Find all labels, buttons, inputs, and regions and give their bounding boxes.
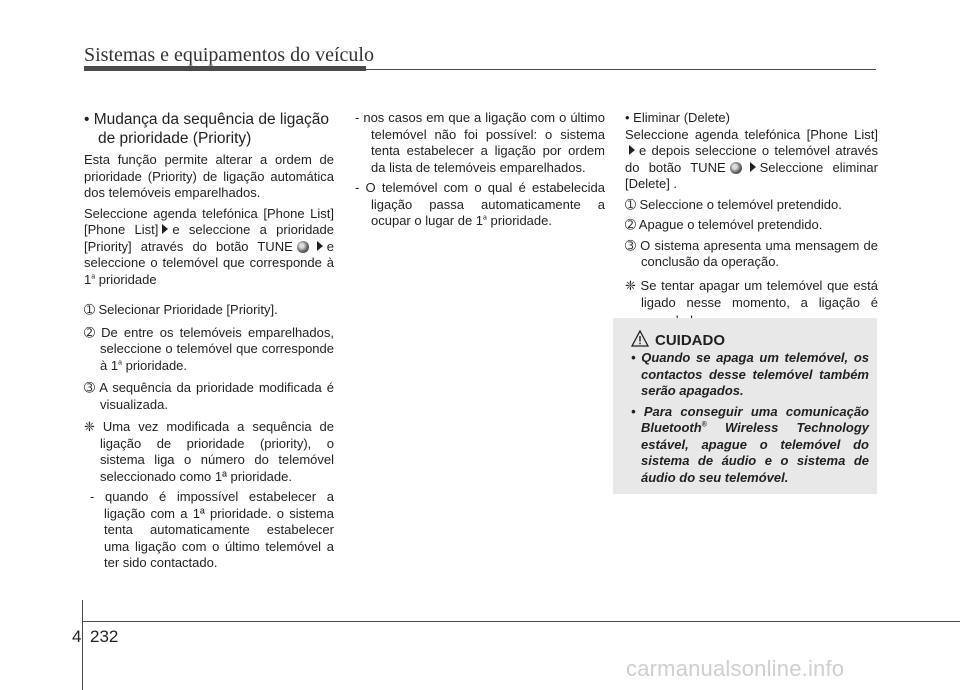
- caution-body: [627, 350, 869, 490]
- column-3: [625, 110, 878, 329]
- delete-step-1: ➀ Seleccione o telemóvel pretendido.: [625, 196, 842, 212]
- chapter-number: 4: [72, 627, 82, 646]
- watermark: carmanualsonline.info: [626, 656, 845, 681]
- dash-paragraph: - quando é impossível estabelecer a ligação com a 1ª prioridade. o sistema tenta automaticamente estabelecer uma ligação com o último telemóvel a ter sido contactado.: [90, 489, 334, 570]
- section-heading-priority: • Mudança da sequência de ligação de prioridade (Priority): [84, 111, 329, 147]
- delete-instruction: Seleccione agenda telefónica [Phone List]e depois seleccione o telemóvel através do botão TUNE Seleccione eliminar [Delete] .: [625, 126, 878, 191]
- column-1: [84, 110, 334, 572]
- caution-box: [613, 318, 877, 494]
- dash-paragraph-1: - nos casos em que a ligação com o último telemóvel não foi possível: o sistema tenta estabelecer a ligação por ordem da lista de telemóveis emparelhados.: [355, 110, 605, 175]
- caution-header: [631, 328, 725, 349]
- triangle-right-icon: [162, 224, 168, 234]
- step-1: ➀ Selecionar Prioridade [Priority].: [84, 302, 278, 317]
- step-2: ➁ De entre os telemóveis emparelhados, seleccione o telemóvel que corresponde à 1$^a$ prioridade.: [84, 324, 334, 373]
- triangle-right-icon: [629, 145, 635, 155]
- delete-bullet: • Eliminar (Delete): [625, 110, 730, 125]
- page-number: 232: [90, 627, 119, 646]
- delete-note: ❈ Se tentar apagar um telemóvel que está ligado nesse momento, a ligação é: [625, 277, 878, 310]
- caution-item-1: • Quando se apaga um telemóvel, os contactos desse telemóvel também serão apagados.: [631, 350, 869, 398]
- note-paragraph: ❈ Uma vez modificada a sequência de ligação de prioridade (priority), o sistema liga o número do telemóvel seleccionado como 1ª prioridade.: [84, 419, 334, 484]
- triangle-right-icon: [750, 162, 756, 172]
- caution-title: CUIDADO: [655, 332, 725, 349]
- delete-step-3: ➂ O sistema apresenta uma mensagem de conclusão da operação.: [625, 237, 878, 269]
- triangle-right-icon: [317, 241, 323, 251]
- footer-vertical-rule: [82, 600, 83, 690]
- dash-paragraph-2: - O telemóvel com o qual é estabelecida ligação passa automaticamente a ocupar o lugar de 1$^a$ prioridade.: [355, 180, 605, 228]
- tune-knob-icon: [730, 162, 742, 174]
- warning-triangle-icon: [631, 330, 649, 347]
- header-rule: [366, 69, 876, 70]
- page-header-title: Sistemas e equipamentos do veículo: [84, 44, 374, 66]
- footer-horizontal-rule: [83, 621, 960, 622]
- column-2: [355, 110, 605, 230]
- tune-knob-icon: [297, 241, 309, 253]
- instruction-paragraph: Seleccione agenda telefónica [Phone List] [Phone List] e seleccione a prioridade [Priority] através do botão TUNE e seleccione o telemóvel que corresponde à 1$^a$ prioridade: [84, 205, 334, 287]
- delete-step-2: ➁ Apague o telemóvel pretendido.: [625, 217, 823, 232]
- intro-paragraph: Esta função permite alterar a ordem de prioridade (Priority) de ligação automática dos telemóveis emparelhados.: [84, 152, 334, 200]
- step-3: ➂ A sequência da prioridade modificada é visualizada.: [84, 380, 334, 412]
- caution-item-2: • Para conseguir uma comunicação Bluetooth® Wireless Technology estável, apague o telemóvel do sistema de áudio e o sistema de áudio do seu telemóvel.: [631, 403, 869, 485]
- header-bar: [84, 66, 366, 71]
